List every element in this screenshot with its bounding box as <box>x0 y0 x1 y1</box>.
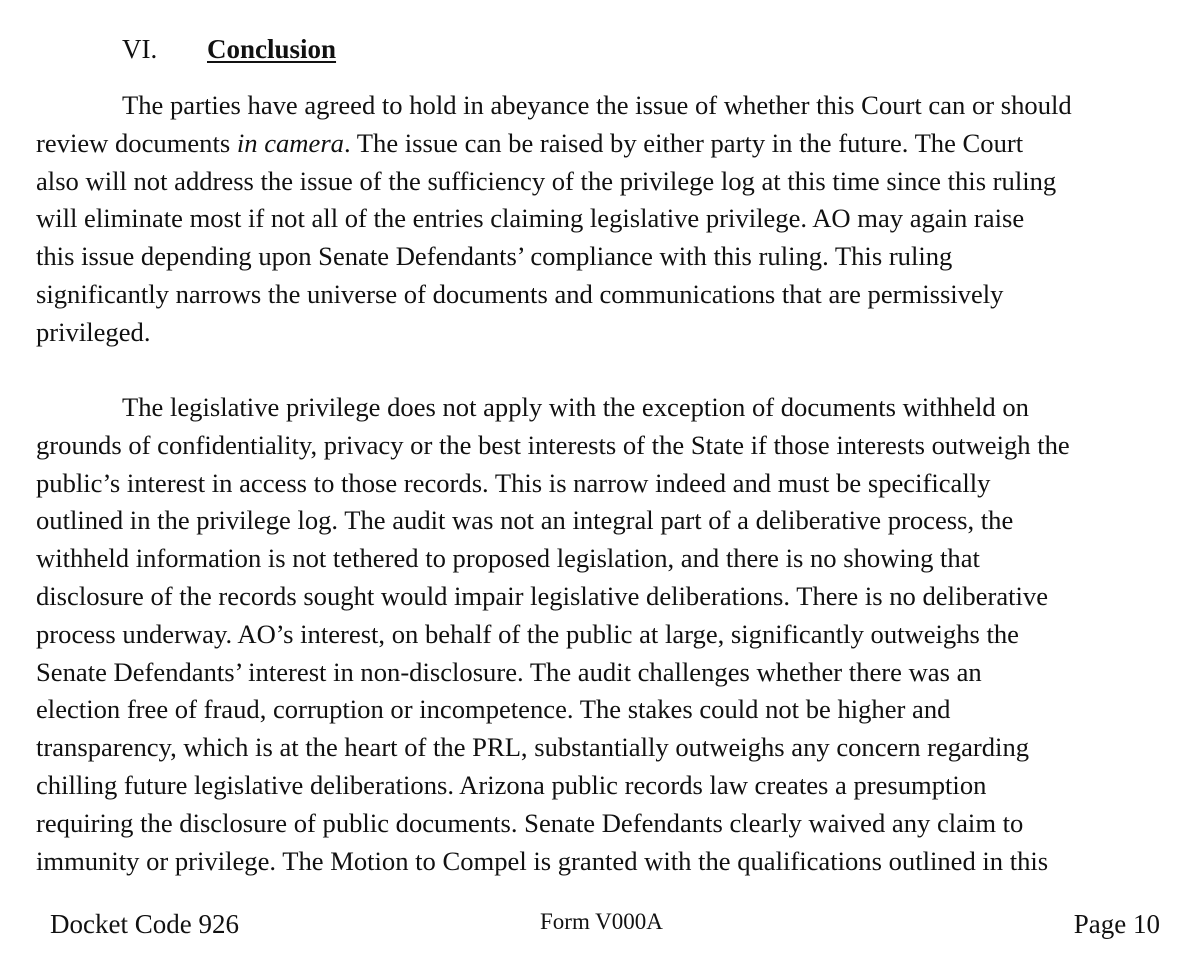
text-line: immunity or privilege. The Motion to Compel is granted with the qualifications outlined in this <box>36 845 1049 876</box>
form-code: Form V000A <box>540 909 663 934</box>
text-line: will eliminate most if not all of the entries claiming legislative privilege. AO may again raise <box>36 203 1025 234</box>
text-line: grounds of confidentiality, privacy or the best interests of the State if those interests outweigh the <box>36 429 1070 460</box>
italic-term: in camera <box>236 127 344 158</box>
page-number: Page 10 <box>1073 909 1160 939</box>
paragraph-1 <box>36 87 1166 352</box>
docket-code: Docket Code 926 <box>50 909 239 939</box>
text-line: this issue depending upon Senate Defendants’ compliance with this ruling. This ruling <box>36 241 953 272</box>
text-line: also will not address the issue of the sufficiency of the privilege log at this time since this ruling <box>36 165 1057 196</box>
text-line: The legislative privilege does not apply with the exception of documents withheld on <box>122 392 1029 422</box>
text-line: public’s interest in access to those records. This is narrow indeed and must be specifically <box>36 467 991 498</box>
text-line: The parties have agreed to hold in abeyance the issue of whether this Court can or should <box>122 90 1072 120</box>
text-line: significantly narrows the universe of documents and communications that are permissively <box>36 278 1004 309</box>
text-line: disclosure of the records sought would impair legislative deliberations. There is no deliberative <box>36 580 1049 611</box>
section-title: Conclusion <box>207 34 337 64</box>
text-line: requiring the disclosure of public documents. Senate Defendants clearly waived any claim to <box>36 807 1024 838</box>
section-number: VI. <box>122 34 158 64</box>
text-line: transparency, which is at the heart of the PRL, substantially outweighs any concern regarding <box>36 732 1030 763</box>
text-line: outlined in the privilege log. The audit was not an integral part of a deliberative process, the <box>36 505 1014 536</box>
paragraph-2 <box>36 389 1166 880</box>
section-heading <box>122 31 336 67</box>
text-line: review documents in camera. The issue can be raised by either party in the future. The Court <box>36 127 1024 158</box>
text-line: process underway. AO’s interest, on behalf of the public at large, significantly outweighs the <box>36 618 1019 649</box>
text-line: election free of fraud, corruption or incompetence. The stakes could not be higher and <box>36 694 951 725</box>
text-line: chilling future legislative deliberations. Arizona public records law creates a presumption <box>36 769 987 800</box>
text-line: privileged. <box>36 316 151 347</box>
text-line: Senate Defendants’ interest in non-disclosure. The audit challenges whether there was an <box>36 656 982 687</box>
text-line: withheld information is not tethered to proposed legislation, and there is no showing that <box>36 543 980 574</box>
